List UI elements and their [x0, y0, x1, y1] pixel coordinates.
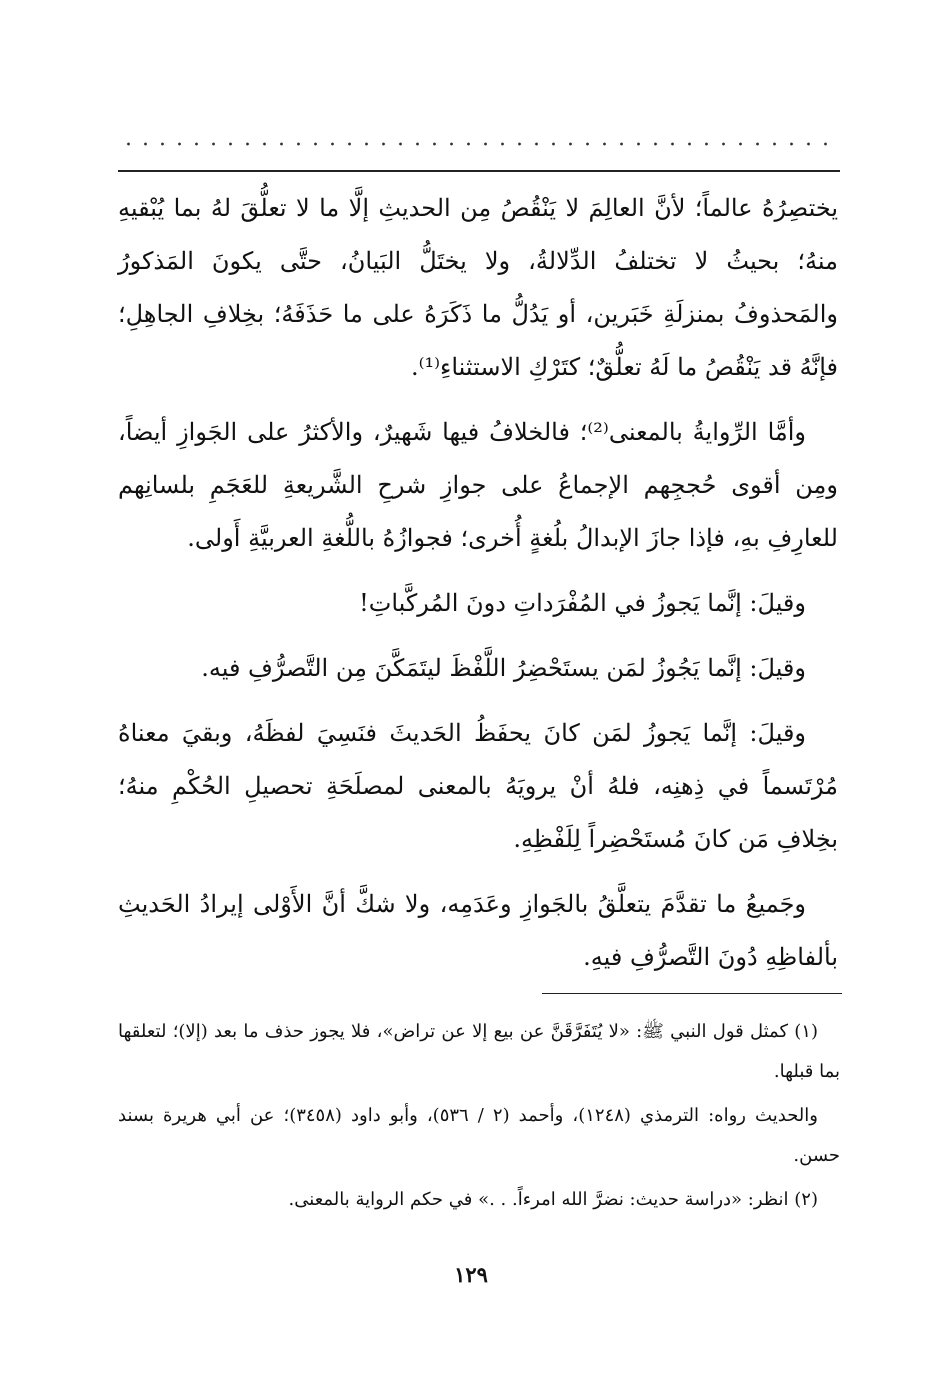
- paragraph-5: وقيلَ: إنَّما يَجوزُ لمَن كانَ يحفَظُ الحَديثَ فنَسِيَ لفظَهُ، وبقيَ معناهُ مُرْتَسماً في ذِهنِه، فلهُ أنْ يرويَهُ بالمعنى لمصلَحَةِ تحصيلِ الحُكْمِ منهُ؛ بخِلافِ مَن كانَ مُستَحْضِراً لِلَفْظِهِ.: [118, 719, 838, 853]
- header-dotted-line: [120, 140, 840, 148]
- main-text: [118, 182, 838, 996]
- paragraph-3: وقيلَ: إنَّما يَجوزُ في المُفْرَداتِ دونَ المُركَّباتِ!: [359, 589, 806, 617]
- footnote-1: (١) كمثل قول النبي ﷺ: «لا يُتَفَرَّقَنَّ عن بيع إلا عن تراض»، فلا يجوز حذف ما بعد (إلا)؛ لتعلقها بما قبلها.: [118, 1021, 840, 1082]
- paragraph-2: وأمَّا الرِّوايةُ بالمعنى⁽²⁾؛ فالخلافُ فيها شَهيرٌ، والأكثرُ على الجَوازِ أيضاً، ومِن أقوى حُججِهم الإجماعُ على جوازِ شرحِ الشَّريعةِ للعَجَمِ بلسانِهم للعارِفِ بهِ، فإذا جازَ الإبدالُ بلُغةٍ أُخرى؛ فجوازُهُ باللُّغةِ العربيَّةِ أَولى.: [118, 418, 838, 552]
- page-number: ١٢٩: [454, 1262, 488, 1287]
- paragraph-4: وقيلَ: إنَّما يَجُوزُ لمَن يستَحْضِرُ اللَّفْظَ ليتَمَكَّنَ مِن التَّصرُّفِ فيه.: [201, 654, 806, 682]
- footnote-1-source: والحديث رواه: الترمذي (١٢٤٨)، وأحمد (٢ / ٥٣٦)، وأبو داود (٣٤٥٨)؛ عن أبي هريرة بسند حسن.: [118, 1105, 840, 1166]
- footnote-separator: [542, 993, 842, 994]
- paragraph-6: وجَميعُ ما تقدَّمَ يتعلَّقُ بالجَوازِ وعَدَمِه، ولا شكَّ أنَّ الأَوْلى إيرادُ الحَديثِ بألفاظِهِ دُونَ التَّصرُّفِ فيهِ.: [118, 890, 838, 971]
- footnote-2: (٢) انظر: «دراسة حديث: نضرَّ الله امرءاً. . .» في حكم الرواية بالمعنى.: [288, 1189, 818, 1210]
- paragraph-1: يختصِرُهُ عالماً؛ لأنَّ العالِمَ لا يَنْقُصُ مِن الحديثِ إلَّا ما لا تعلُّقَ لهُ بما يُبْقيهِ منهُ؛ بحيثُ لا تختلفُ الدِّلالةُ، ولا يختَلُّ البَيانُ، حتَّى يكونَ المَذكورُ والمَحذوفُ بمنزلَةِ خَبَرين، أو يَدُلُّ ما ذَكَرَهُ على ما حَذَفَهُ؛ بخِلافِ الجاهِلِ؛ فإنَّهُ قد يَنْقُصُ ما لَهُ تعلُّقٌ؛ كتَرْكِ الاستثناءِ⁽¹⁾.: [118, 194, 838, 381]
- header-rule: [118, 170, 840, 172]
- footnotes: [118, 1012, 840, 1224]
